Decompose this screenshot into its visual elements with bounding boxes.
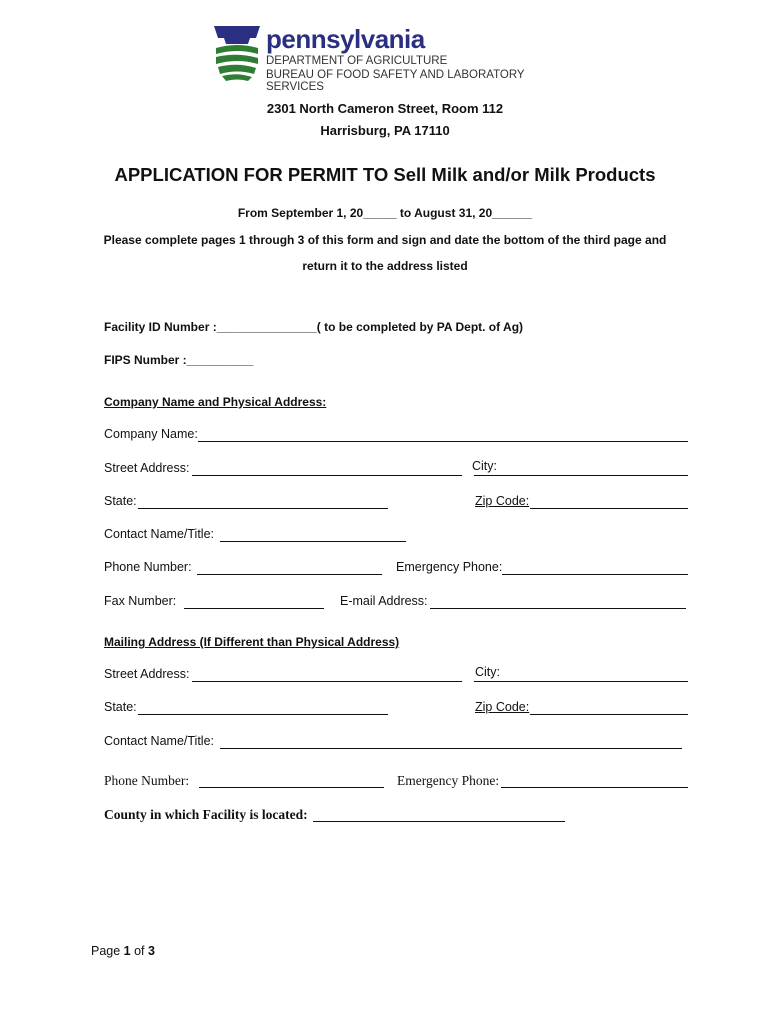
contact-name-label: Contact Name/Title: bbox=[104, 527, 214, 541]
county-input[interactable] bbox=[313, 821, 565, 822]
company-name-label: Company Name: bbox=[104, 427, 198, 441]
zip-code-input[interactable] bbox=[530, 508, 688, 509]
phone-number-input[interactable] bbox=[197, 574, 382, 575]
mailing-zip-code-label: Zip Code: bbox=[475, 700, 530, 714]
permit-period: From September 1, 20_____ to August 31, 20______ bbox=[237, 206, 533, 220]
address-line-2: Harrisburg, PA 17110 bbox=[320, 123, 450, 138]
email-address-input[interactable] bbox=[430, 608, 686, 609]
page-current: 1 bbox=[123, 944, 131, 958]
form-title: APPLICATION FOR PERMIT TO Sell Milk and/or Milk Products bbox=[114, 164, 656, 185]
emergency-phone-label: Emergency Phone: bbox=[396, 560, 503, 574]
bureau-name: BUREAU OF FOOD SAFETY AND LABORATORY SERVICES bbox=[266, 69, 525, 93]
page-of: of bbox=[130, 944, 148, 958]
fax-number-label: Fax Number: bbox=[104, 594, 177, 608]
mailing-address-heading: Mailing Address (If Different than Physical Address) bbox=[104, 635, 400, 649]
keystone-field-icon bbox=[212, 24, 262, 82]
page-total: 3 bbox=[148, 944, 155, 958]
mailing-state-label: State: bbox=[104, 700, 137, 714]
street-address-label: Street Address: bbox=[104, 461, 190, 475]
mailing-phone-number-label: Phone Number: bbox=[104, 773, 190, 788]
physical-address-heading: Company Name and Physical Address: bbox=[104, 395, 327, 409]
mailing-contact-name-input[interactable] bbox=[220, 748, 682, 749]
instructions-line-2: return it to the address listed bbox=[302, 259, 468, 273]
email-address-label: E-mail Address: bbox=[340, 594, 428, 608]
phone-number-label: Phone Number: bbox=[104, 560, 192, 574]
zip-code-label: Zip Code: bbox=[475, 494, 530, 508]
pa-agriculture-logo bbox=[212, 24, 542, 93]
department-name: DEPARTMENT OF AGRICULTURE bbox=[266, 55, 448, 67]
facility-id-field[interactable]: Facility ID Number :_______________( to be completed by PA Dept. of Ag) bbox=[104, 320, 524, 334]
mailing-city-input[interactable] bbox=[474, 681, 688, 682]
instructions-line-1: Please complete pages 1 through 3 of this form and sign and date the bottom of the third page and bbox=[103, 233, 667, 247]
mailing-contact-name-label: Contact Name/Title: bbox=[104, 734, 214, 748]
mailing-city-label: City: bbox=[475, 665, 500, 679]
fax-number-input[interactable] bbox=[184, 608, 324, 609]
mailing-phone-number-input[interactable] bbox=[199, 787, 384, 788]
mailing-street-address-input[interactable] bbox=[192, 681, 462, 682]
emergency-phone-input[interactable] bbox=[502, 574, 688, 575]
state-input[interactable] bbox=[138, 508, 388, 509]
street-address-input[interactable] bbox=[192, 475, 462, 476]
mailing-state-input[interactable] bbox=[138, 714, 388, 715]
mailing-emergency-phone-input[interactable] bbox=[501, 787, 688, 788]
city-input[interactable] bbox=[474, 475, 688, 476]
org-name: pennsylvania bbox=[266, 24, 425, 54]
mailing-zip-code-input[interactable] bbox=[530, 714, 688, 715]
address-line-1: 2301 North Cameron Street, Room 112 bbox=[266, 101, 504, 116]
mailing-street-address-label: Street Address: bbox=[104, 667, 190, 681]
page-indicator bbox=[91, 944, 155, 958]
city-label: City: bbox=[472, 459, 497, 473]
company-name-input[interactable] bbox=[198, 441, 688, 442]
mailing-emergency-phone-label: Emergency Phone: bbox=[397, 773, 500, 788]
state-label: State: bbox=[104, 494, 137, 508]
page-prefix: Page bbox=[91, 944, 124, 958]
contact-name-input[interactable] bbox=[220, 541, 406, 542]
county-label: County in which Facility is located: bbox=[104, 807, 308, 822]
fips-number-field[interactable]: FIPS Number :__________ bbox=[104, 353, 254, 367]
